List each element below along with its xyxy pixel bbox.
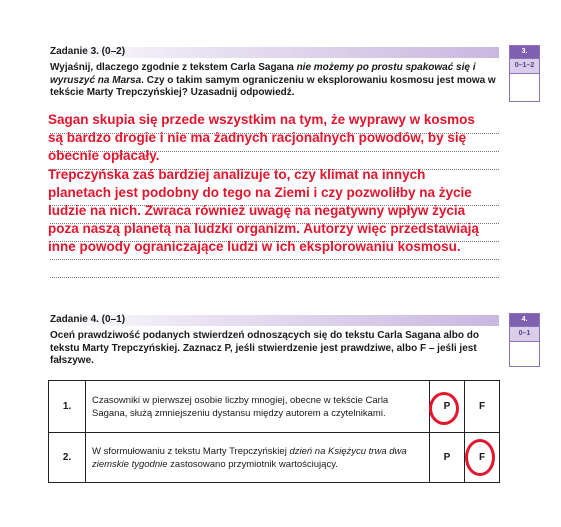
answer-line-7: poza naszą planetą na ludzki organizm. Autorzy więc przedstawiają [48, 221, 479, 237]
task3-score-field[interactable] [510, 74, 539, 101]
task4-title: Zadanie 4. (0–1) [50, 314, 126, 325]
table-row [49, 433, 500, 483]
true-option[interactable]: P [430, 381, 465, 433]
answer-line-2: są bardzo drogie i nie ma żadnych racjonalnych powodów, by się [48, 130, 467, 146]
task3-instruction-italic: nie możemy po prostu spakować się i wyruszyć na Marsa [50, 62, 476, 86]
answer-line [50, 277, 499, 278]
answer-circle-row2-f [465, 439, 495, 476]
task3-instruction [50, 62, 500, 100]
row-number: 1. [49, 381, 86, 433]
task4-score-box [509, 313, 540, 367]
answer-line [50, 259, 499, 260]
answer-line-6: ludzie na nich. Zwraca również uwagę na negatywny wpływ życia [48, 203, 466, 219]
answer-line-4: Trepczyńska zaś bardziej analizuje to, czy klimat na innych [48, 166, 426, 182]
task3-score-box [509, 45, 540, 102]
statement-text-part2: zastosowano przymiotnik wartościujący. [167, 458, 338, 470]
false-option[interactable]: F [465, 433, 500, 483]
row-number: 2. [49, 433, 86, 483]
task3-score-number: 3. [510, 46, 539, 58]
task4-score-range: 0–1 [510, 326, 539, 342]
true-false-table [48, 380, 500, 483]
task4-instruction: Oceń prawdziwość podanych stwierdzeń odnoszących się do tekstu Carla Sagana albo do tekstu Marty Trepczyńskiej. Zaznacz P, jeśli stwierdzenie jest prawdziwe, albo F – jeśli jest fałszywe. [50, 330, 479, 366]
answer-line-3: obecnie opłacały. [48, 148, 160, 164]
statement-text-italic: dzień na Księżycu trwa dwa ziemskie tygodnie [92, 445, 407, 470]
task3-instruction-part1: Wyjaśnij, dlaczego zgodnie z tekstem Carla Sagana [50, 62, 297, 73]
task3-answer [48, 111, 548, 257]
true-option[interactable]: P [430, 433, 465, 483]
task4-score-number: 4. [510, 314, 539, 326]
statement-text [86, 433, 430, 483]
task3-title: Zadanie 3. (0–2) [50, 46, 126, 57]
answer-circle-row1-p [429, 392, 459, 425]
false-option[interactable]: F [465, 381, 500, 433]
task3-instruction-part2: . Czy o takim samym ograniczeniu w eksplorowaniu kosmosu jest mowa w tekście Marty Trepczyńskiej? Uzasadnij odpowiedź. [50, 74, 496, 98]
task4-score-field[interactable] [510, 342, 539, 366]
answer-line-1: Sagan skupia się przede wszystkim na tym, że wyprawy w kosmos [48, 112, 475, 127]
statement-text-part1: W sformułowaniu z tekstu Marty Trepczyńskiej [92, 445, 290, 457]
answer-line-5: planetach jest podobny do tego na Ziemi i czy pozwoliłby na życie [48, 184, 472, 200]
statement-text: Czasowniki w pierwszej osobie liczby mnogiej, obecne w tekście Carla Sagana, służą zmniejszeniu dystansu między autorem a czytelnikami. [86, 381, 430, 433]
task3-score-range: 0–1–2 [510, 58, 539, 74]
answer-line-8: inne powody ograniczające ludzi w ich eksplorowaniu kosmosu. [48, 239, 461, 255]
